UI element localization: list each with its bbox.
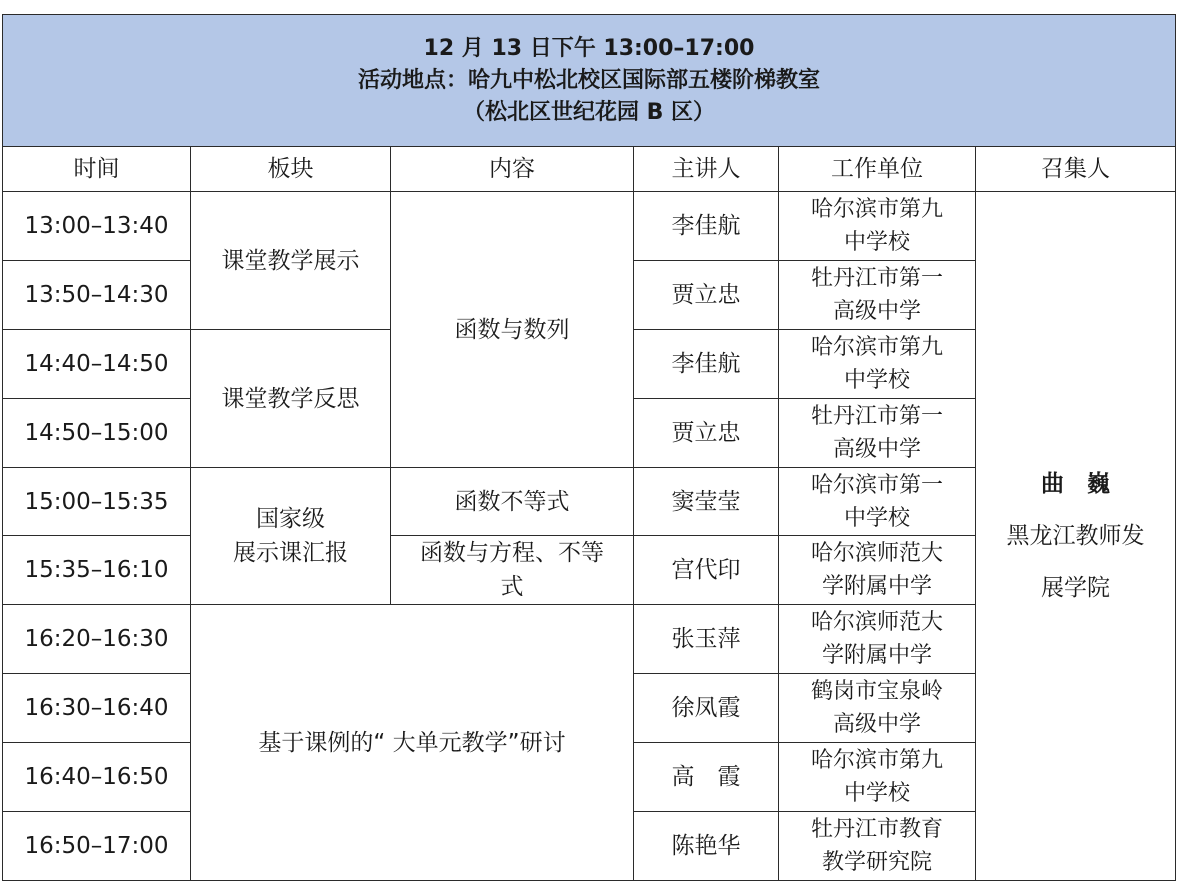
content-cell <box>391 536 634 605</box>
unit-cell <box>779 261 976 330</box>
convener-org-line: 展学院 <box>1041 575 1110 601</box>
unit-line: 学附属中学 <box>821 643 932 668</box>
unit-line: 牡丹江市教育 <box>810 817 943 842</box>
event-location-detail: （松北区世纪花园 B 区） <box>462 99 716 125</box>
time-cell: 15:00–15:35 <box>3 468 191 536</box>
speaker-cell: 陈艳华 <box>634 812 779 881</box>
col-header-section: 板块 <box>191 147 391 192</box>
unit-line: 牡丹江市第一 <box>810 266 943 291</box>
unit-cell <box>779 192 976 261</box>
col-header-speaker: 主讲人 <box>634 147 779 192</box>
unit-line: 哈尔滨市第一 <box>810 472 943 498</box>
unit-line: 鹤岗市宝泉岭 <box>810 679 943 704</box>
col-header-convener: 召集人 <box>976 147 1176 192</box>
event-header <box>3 15 1176 147</box>
speaker-cell: 宫代印 <box>634 536 779 605</box>
section-line: 国家级 <box>256 506 325 532</box>
seminar-cell: 基于课例的“ 大单元教学”研讨 <box>191 605 634 881</box>
unit-cell <box>779 468 976 536</box>
section-cell: 课堂教学展示 <box>191 192 391 330</box>
unit-cell <box>779 330 976 399</box>
unit-cell <box>779 605 976 674</box>
convener-name: 曲 巍 <box>1041 471 1110 497</box>
speaker-cell: 徐凤霞 <box>634 674 779 743</box>
time-cell: 16:30–16:40 <box>3 674 191 743</box>
unit-line: 学附属中学 <box>821 574 932 599</box>
unit-cell <box>779 674 976 743</box>
content-cell: 函数与数列 <box>391 192 634 468</box>
section-cell: 课堂教学反思 <box>191 330 391 468</box>
time-cell: 13:50–14:30 <box>3 261 191 330</box>
time-cell: 14:40–14:50 <box>3 330 191 399</box>
column-header-row <box>3 147 1176 192</box>
schedule-table <box>2 14 1176 881</box>
speaker-cell: 李佳航 <box>634 192 779 261</box>
unit-line: 哈尔滨市第九 <box>810 748 943 773</box>
time-cell: 15:35–16:10 <box>3 536 191 605</box>
unit-line: 高级中学 <box>832 712 921 737</box>
unit-line: 哈尔滨师范大 <box>810 610 943 635</box>
unit-line: 高级中学 <box>832 299 921 324</box>
speaker-cell: 李佳航 <box>634 330 779 399</box>
time-cell: 16:50–17:00 <box>3 812 191 881</box>
unit-line: 中学校 <box>843 781 910 806</box>
event-location: 活动地点：哈九中松北校区国际部五楼阶梯教室 <box>357 67 820 93</box>
section-cell <box>191 468 391 605</box>
unit-cell <box>779 399 976 468</box>
unit-cell <box>779 536 976 605</box>
unit-line: 中学校 <box>843 368 910 393</box>
convener-org-line: 黑龙江教师发 <box>1006 523 1145 549</box>
time-cell: 14:50–15:00 <box>3 399 191 468</box>
convener-cell <box>976 192 1176 881</box>
time-cell: 16:40–16:50 <box>3 743 191 812</box>
speaker-cell: 贾立忠 <box>634 261 779 330</box>
time-cell: 16:20–16:30 <box>3 605 191 674</box>
speaker-cell: 贾立忠 <box>634 399 779 468</box>
speaker-cell: 高 霞 <box>634 743 779 812</box>
table-row <box>3 192 1176 261</box>
unit-line: 中学校 <box>843 230 910 255</box>
col-header-unit: 工作单位 <box>779 147 976 192</box>
unit-line: 高级中学 <box>832 437 921 462</box>
speaker-cell: 窦莹莹 <box>634 468 779 536</box>
speaker-cell: 张玉萍 <box>634 605 779 674</box>
unit-line: 哈尔滨师范大 <box>810 541 943 566</box>
time-cell: 13:00–13:40 <box>3 192 191 261</box>
col-header-time: 时间 <box>3 147 191 192</box>
unit-line: 哈尔滨市第九 <box>810 335 943 360</box>
unit-line: 牡丹江市第一 <box>810 404 943 429</box>
unit-line: 教学研究院 <box>821 850 932 875</box>
content-line: 式 <box>500 574 524 600</box>
unit-line: 哈尔滨市第九 <box>810 197 943 222</box>
unit-cell <box>779 743 976 812</box>
unit-cell <box>779 812 976 881</box>
content-cell: 函数不等式 <box>391 468 634 536</box>
event-datetime: 12 月 13 日下午 13:00–17:00 <box>423 35 755 61</box>
col-header-content: 内容 <box>391 147 634 192</box>
unit-line: 中学校 <box>843 505 910 531</box>
content-line: 函数与方程、不等 <box>420 540 604 566</box>
section-line: 展示课汇报 <box>233 540 348 566</box>
